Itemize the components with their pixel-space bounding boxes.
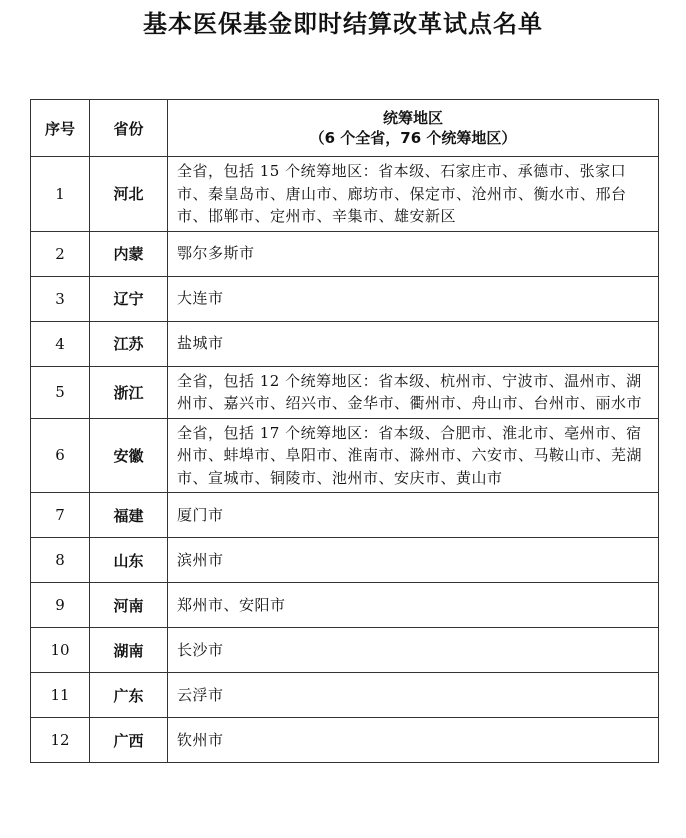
row-area: 大连市 (168, 276, 659, 321)
row-area: 滨州市 (168, 538, 659, 583)
row-no: 2 (31, 231, 90, 276)
table-row (31, 321, 659, 366)
row-province: 广西 (90, 718, 168, 763)
table-row (31, 493, 659, 538)
table-row (31, 276, 659, 321)
row-province: 河南 (90, 583, 168, 628)
row-no: 12 (31, 718, 90, 763)
row-province: 山东 (90, 538, 168, 583)
row-no: 4 (31, 321, 90, 366)
row-province: 辽宁 (90, 276, 168, 321)
header-area-subtitle: （6 个全省，76 个统筹地区） (309, 129, 517, 147)
row-area: 全省，包括 15 个统筹地区：省本级、石家庄市、承德市、张家口市、秦皇岛市、唐山市、廊坊市、保定市、沧州市、衡水市、邢台市、邯郸市、定州市、辛集市、雄安新区 (168, 157, 659, 232)
table-row (31, 628, 659, 673)
row-province: 福建 (90, 493, 168, 538)
row-area: 钦州市 (168, 718, 659, 763)
page-title: 基本医保基金即时结算改革试点名单 (143, 10, 543, 38)
table-row (31, 157, 659, 232)
row-province: 广东 (90, 673, 168, 718)
row-province: 湖南 (90, 628, 168, 673)
row-no: 9 (31, 583, 90, 628)
row-area: 厦门市 (168, 493, 659, 538)
row-no: 10 (31, 628, 90, 673)
table-header-row (31, 100, 659, 157)
row-no: 11 (31, 673, 90, 718)
row-area: 鄂尔多斯市 (168, 231, 659, 276)
header-area (168, 100, 659, 157)
row-area: 全省，包括 17 个统筹地区：省本级、合肥市、淮北市、亳州市、宿州市、蚌埠市、阜阳市、淮南市、滁州市、六安市、马鞍山市、芜湖市、宣城市、铜陵市、池州市、安庆市、黄山市 (168, 418, 659, 493)
row-no: 7 (31, 493, 90, 538)
table-row (31, 583, 659, 628)
row-area: 长沙市 (168, 628, 659, 673)
row-province: 内蒙 (90, 231, 168, 276)
row-area: 郑州市、安阳市 (168, 583, 659, 628)
row-province: 江苏 (90, 321, 168, 366)
row-province: 河北 (90, 157, 168, 232)
header-no: 序号 (31, 100, 90, 157)
header-province: 省份 (90, 100, 168, 157)
table-row (31, 718, 659, 763)
row-no: 6 (31, 418, 90, 493)
table-row (31, 538, 659, 583)
row-no: 5 (31, 366, 90, 418)
header-area-title: 统筹地区 (382, 109, 443, 127)
table-row (31, 673, 659, 718)
row-area: 全省，包括 12 个统筹地区：省本级、杭州市、宁波市、温州市、湖州市、嘉兴市、绍兴市、金华市、衢州市、舟山市、台州市、丽水市 (168, 366, 659, 418)
row-no: 3 (31, 276, 90, 321)
table-row (31, 418, 659, 493)
row-province: 安徽 (90, 418, 168, 493)
row-area: 盐城市 (168, 321, 659, 366)
row-area: 云浮市 (168, 673, 659, 718)
pilot-list-table (30, 99, 659, 763)
row-province: 浙江 (90, 366, 168, 418)
row-no: 1 (31, 157, 90, 232)
table-row (31, 231, 659, 276)
table-row (31, 366, 659, 418)
row-no: 8 (31, 538, 90, 583)
